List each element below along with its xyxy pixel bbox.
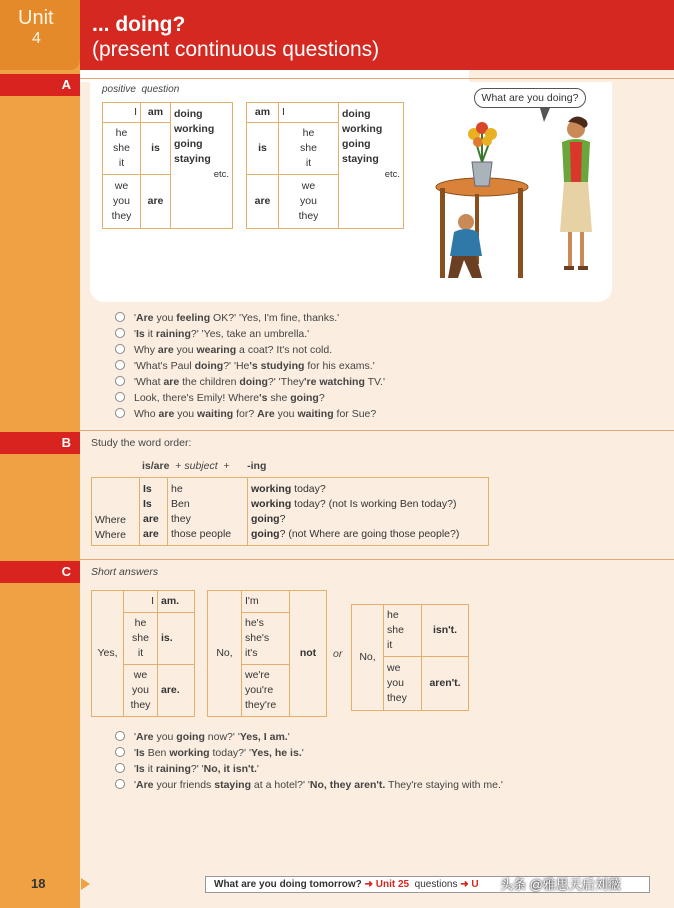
text: ': [134, 312, 137, 324]
bold-text: are: [163, 376, 180, 388]
text: ?: [318, 392, 325, 404]
text: at a hotel?' ': [251, 779, 310, 791]
text: you: [153, 731, 177, 743]
example-line: [115, 360, 375, 372]
bold-text: Are: [136, 731, 154, 743]
text: 'What's Paul: [134, 360, 195, 372]
text: ': [301, 747, 304, 759]
bold-text: Is: [136, 763, 145, 775]
yes-label: Yes,: [92, 591, 124, 717]
illustration: [430, 112, 610, 297]
text: now?' ': [204, 731, 240, 743]
cell: we you they: [384, 657, 422, 711]
unit-label: Unit: [18, 7, 54, 29]
section-divider-c: [80, 559, 674, 560]
text: today?' ': [209, 747, 251, 759]
cell: are: [141, 175, 171, 229]
bold-text: raining: [155, 763, 191, 775]
text: your friends: [153, 779, 215, 791]
text: you: [274, 408, 298, 420]
text: ': [134, 747, 137, 759]
cell: are: [247, 175, 279, 229]
cell: is: [141, 123, 171, 175]
short-answer-no-table: [207, 590, 327, 717]
bold-text: waiting: [197, 408, 234, 420]
word-order-formula: is/are + subject + -ing: [142, 460, 267, 472]
boy-shirt: [450, 229, 482, 256]
example-line: [115, 779, 503, 791]
title-line-2: (present continuous questions): [92, 38, 380, 61]
bold-text: going: [290, 392, 319, 404]
cell: he's she's it's: [242, 613, 290, 665]
bold-text: waiting: [297, 408, 334, 420]
checkbox-icon[interactable]: [115, 763, 125, 773]
section-divider-b: [80, 430, 674, 431]
example-line: [115, 376, 385, 388]
section-b-heading: Study the word order:: [91, 437, 192, 449]
bold-text: Is: [136, 747, 145, 759]
text: 'What: [134, 376, 164, 388]
bold-text: Are: [136, 312, 154, 324]
speech-bubble: What are you doing?: [474, 88, 586, 108]
no-label-2: No,: [352, 605, 384, 711]
cell: I: [124, 591, 158, 613]
table-leg-right: [518, 188, 523, 278]
section-divider-a: [80, 78, 674, 79]
bold-text: doing: [194, 360, 224, 372]
title-line-1: ... doing?: [92, 13, 186, 36]
bold-text: are: [157, 344, 174, 356]
arrow-icon: ➜: [364, 879, 373, 890]
word-order-table: [91, 477, 489, 546]
text: ': [134, 731, 137, 743]
text: ': [256, 763, 259, 775]
checkbox-icon[interactable]: [115, 312, 125, 322]
subject-column: he Ben they those people: [168, 478, 248, 546]
cell: we you they: [103, 175, 141, 229]
checkbox-icon[interactable]: [115, 344, 125, 354]
section-tab-b: B: [0, 432, 80, 454]
text: TV.': [364, 376, 385, 388]
cell: he she it: [124, 613, 158, 665]
short-answer-yes-table: [91, 590, 195, 717]
cross-reference-bar: What are you doing tomorrow? ➜ Unit 25 questions ➜ U: [205, 876, 650, 893]
bold-text: Is: [136, 328, 145, 340]
cell: we're you're they're: [242, 665, 290, 717]
text: They're staying with me.': [385, 779, 503, 791]
cell: are.: [158, 665, 195, 717]
checkbox-icon[interactable]: [115, 731, 125, 741]
cell: we you they: [124, 665, 158, 717]
boy-head: [458, 214, 474, 230]
bold-text: staying: [214, 779, 251, 791]
text: ?' ': [190, 763, 204, 775]
page-arrow-icon: [81, 878, 90, 890]
text: ': [287, 731, 290, 743]
text: ': [134, 763, 137, 775]
example-line: [115, 747, 304, 759]
text: it: [144, 328, 156, 340]
woman-skirt: [560, 182, 592, 232]
grammar-panel: [90, 82, 612, 302]
ing-forms: doing working going staying etc.: [339, 103, 404, 229]
bold-text: Yes, I am.: [239, 731, 288, 743]
bold-text: feeling: [176, 312, 211, 324]
unit-box: [0, 0, 80, 70]
example-line: [115, 328, 309, 340]
cell: we you they: [279, 175, 339, 229]
text: she: [267, 392, 291, 404]
checkbox-icon[interactable]: [115, 392, 125, 402]
cell: isn't.: [422, 605, 469, 657]
text: you: [174, 408, 198, 420]
cell: is: [247, 123, 279, 175]
cell: I: [279, 103, 339, 123]
text: ?' 'He: [223, 360, 250, 372]
not-label: not: [290, 591, 327, 717]
cell: he she it: [384, 605, 422, 657]
cell: I'm: [242, 591, 290, 613]
text: a coat? It's not cold.: [236, 344, 333, 356]
text: for his exams.': [304, 360, 375, 372]
example-line: [115, 312, 339, 324]
text: for Sue?: [333, 408, 377, 420]
bold-text: wearing: [196, 344, 237, 356]
cell: is.: [158, 613, 195, 665]
bold-text: are: [158, 408, 175, 420]
text: OK?' 'Yes, I'm fine, thanks.': [210, 312, 340, 324]
unit-link[interactable]: Unit 25: [375, 879, 410, 890]
checkbox-icon[interactable]: [115, 779, 125, 789]
title-bar: [80, 0, 674, 70]
cell: he she it: [103, 123, 141, 175]
section-tab-c: C: [0, 561, 80, 583]
boy-trousers: [448, 256, 482, 278]
bold-text: 's: [259, 392, 268, 404]
cell: aren't.: [422, 657, 469, 711]
text: Look, there's Emily! Where: [134, 392, 260, 404]
bold-text: doing: [239, 376, 268, 388]
text: ': [134, 779, 137, 791]
wh-column: Where Where: [92, 478, 140, 546]
speech-bubble-tail: [540, 108, 550, 122]
checkbox-icon[interactable]: [115, 328, 125, 338]
bold-text: No, they aren't.: [309, 779, 386, 791]
text: ?' 'They: [267, 376, 305, 388]
arrow-icon: ➜: [460, 879, 469, 890]
unit-number: 4: [32, 30, 41, 47]
bold-text: No, it isn't.: [203, 763, 257, 775]
text: ?' 'Yes, take an umbrella.': [190, 328, 310, 340]
cell: am: [247, 103, 279, 123]
text: Why: [134, 344, 158, 356]
bold-text: going: [176, 731, 205, 743]
example-line: [115, 763, 259, 775]
section-c-heading: Short answers: [91, 566, 159, 578]
cell: am: [141, 103, 171, 123]
vase-shape: [472, 162, 492, 186]
question-table: [246, 102, 404, 229]
checkbox-icon[interactable]: [115, 408, 125, 418]
ing-forms: doing working going staying etc.: [171, 103, 233, 229]
example-line: [115, 408, 376, 420]
cell: am.: [158, 591, 195, 613]
bold-text: raining: [155, 328, 191, 340]
or-label: or: [333, 648, 343, 660]
checkbox-icon[interactable]: [115, 360, 125, 370]
example-line: [115, 731, 290, 743]
unit-link[interactable]: U: [471, 879, 479, 890]
cell: he she it: [279, 123, 339, 175]
text: Ben: [144, 747, 170, 759]
short-answer-no-alt-table: [351, 604, 469, 711]
ing-column: working today? working today? (not Is working Ben today?) going? going? (not Where are going those people?): [248, 478, 489, 546]
bold-text: Are: [136, 779, 154, 791]
watermark: 头条 @雅思天后刘薇: [500, 877, 621, 892]
example-line: [115, 344, 332, 356]
text: the children: [179, 376, 240, 388]
bold-text: 's studying: [249, 360, 305, 372]
left-margin-bar: [0, 0, 80, 908]
bold-text: Yes, he is.: [250, 747, 302, 759]
text: ': [134, 328, 137, 340]
positive-table: [102, 102, 233, 229]
bold-text: working: [169, 747, 210, 759]
text: for?: [233, 408, 258, 420]
no-label: No,: [208, 591, 242, 717]
question-label: question: [141, 84, 180, 95]
page-number: 18: [31, 876, 46, 891]
verb-column: Is Is are are: [140, 478, 168, 546]
bold-text: Are: [257, 408, 275, 420]
bold-text: 're watching: [304, 376, 365, 388]
checkbox-icon[interactable]: [115, 747, 125, 757]
positive-label: positive: [102, 84, 136, 95]
checkbox-icon[interactable]: [115, 376, 125, 386]
cell: I: [103, 103, 141, 123]
title-underlay: [80, 70, 469, 82]
section-tab-a: A: [0, 74, 80, 96]
example-line: [115, 392, 325, 404]
text: Who: [134, 408, 159, 420]
table-leg-left: [440, 188, 445, 278]
text: you: [153, 312, 177, 324]
text: you: [173, 344, 197, 356]
text: it: [144, 763, 156, 775]
